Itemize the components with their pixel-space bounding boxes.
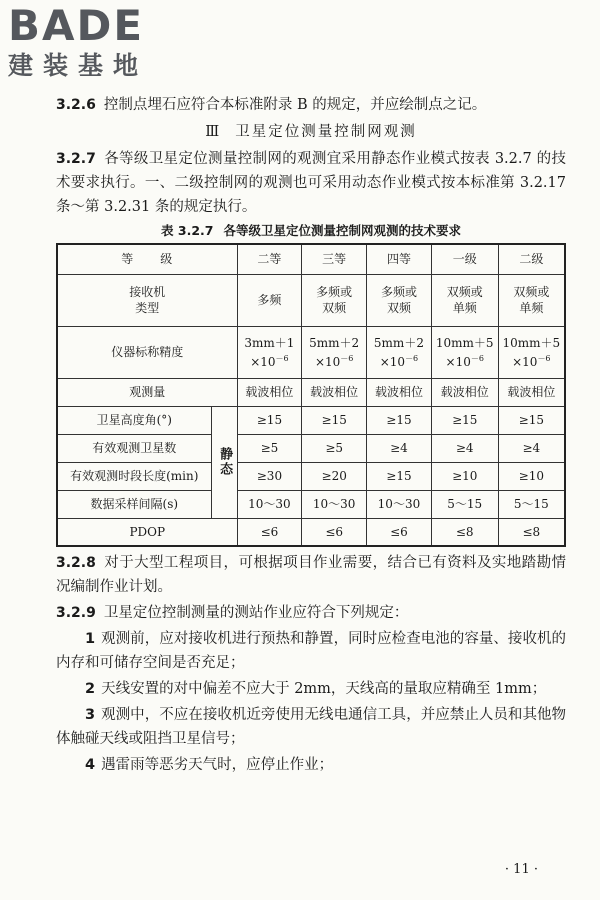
table-row-session-length — [57, 462, 565, 490]
table-cell: ≥15 — [367, 462, 432, 490]
section-title-text: 卫星定位测量控制网观测 — [235, 124, 417, 140]
table-cell: ≥15 — [237, 406, 302, 434]
table-cell: ≤6 — [237, 518, 302, 546]
table-cell: ≥20 — [302, 462, 367, 490]
table-cell — [302, 274, 367, 326]
row-label: 观测量 — [57, 378, 237, 406]
table-cell: ≤6 — [302, 518, 367, 546]
table-cell — [237, 274, 302, 326]
item-text: 观测中，不应在接收机近旁使用无线电通信工具，并应禁止人员和其他物体触碰天线或阻挡卫星信号； — [56, 707, 566, 747]
table-cell: ≥10 — [431, 462, 498, 490]
brand-logo — [8, 1, 183, 80]
table-cell: 载波相位 — [237, 378, 302, 406]
cell-line: 双频或 — [513, 285, 550, 299]
cell-line: 3mm＋1 — [244, 335, 295, 350]
item-number: 3 — [85, 707, 96, 723]
item-text: 遇雷雨等恶劣天气时，应停止作业； — [101, 757, 334, 773]
list-item — [56, 703, 566, 751]
clause-3-2-7 — [56, 147, 566, 219]
grade-header: 等 级 — [57, 244, 237, 274]
table-title-text: 各等级卫星定位测量控制网观测的技术要求 — [223, 223, 461, 238]
clause-number: 3.2.8 — [56, 555, 96, 571]
table-cell — [237, 326, 302, 378]
cell-text: ×10 — [250, 354, 276, 369]
table-cell: 载波相位 — [431, 378, 498, 406]
cell-line: 单频 — [519, 301, 544, 315]
exponent: －6 — [275, 353, 289, 363]
section-roman-numeral: Ⅲ — [205, 124, 222, 140]
table-cell: 载波相位 — [498, 378, 565, 406]
item-number: 2 — [85, 681, 96, 697]
grade-column-header: 二级 — [498, 244, 565, 274]
table-cell: ≥15 — [302, 406, 367, 434]
item-text: 观测前，应对接收机进行预热和静置，同时应检查电池的容量、接收机的内存和可储存空间是否充足； — [56, 631, 566, 671]
row-label: 有效观测时段长度(min) — [57, 462, 211, 490]
cell-line — [501, 351, 562, 370]
clause-number: 3.2.9 — [56, 605, 96, 621]
clause-text: 控制点埋石应符合本标准附录 B 的规定，并应绘制点之记。 — [103, 97, 487, 113]
cell-text: ×10 — [445, 354, 471, 369]
clause-number: 3.2.6 — [56, 97, 96, 113]
table-cell: ≥10 — [498, 462, 565, 490]
cell-line: 5mm＋2 — [373, 335, 424, 350]
table-cell: ≥15 — [367, 406, 432, 434]
cell-line: 10mm＋5 — [435, 335, 494, 350]
cell-line: 双频 — [322, 301, 347, 315]
clause-3-2-9 — [56, 601, 566, 625]
table-row-satellite-elevation — [57, 406, 565, 434]
row-label-line: 接收机 — [129, 285, 166, 299]
cell-text: ×10 — [512, 354, 538, 369]
table-cell — [302, 326, 367, 378]
cell-line: 双频或 — [446, 285, 483, 299]
clause-text: 对于大型工程项目，可根据项目作业需要，结合已有资料及实地踏勘情况编制作业计划。 — [56, 555, 566, 595]
clause-text: 卫星定位控制测量的测站作业应符合下列规定： — [103, 605, 409, 621]
list-item — [56, 677, 566, 701]
table-cell: 载波相位 — [302, 378, 367, 406]
table-cell — [367, 274, 432, 326]
clause-number: 3.2.7 — [56, 151, 96, 167]
table-cell: ≥30 — [237, 462, 302, 490]
clause-text: 各等级卫星定位测量控制网的观测宜采用静态作业模式按表 3.2.7 的技术要求执行。一、二级控制网的观测也可采用动态作业模式按本标准第 3.2.17 条～第 3.2.31 条的规定执行。 — [56, 151, 566, 215]
grade-column-header: 二等 — [237, 244, 302, 274]
cell-text: ×10 — [314, 354, 341, 369]
cell-line — [369, 351, 429, 370]
table-cell: 10～30 — [237, 490, 302, 518]
exponent: －6 — [405, 353, 419, 363]
table-cell — [431, 274, 498, 326]
list-item — [56, 627, 566, 675]
static-mode-label: 静态 — [211, 406, 237, 518]
row-label: 仪器标称精度 — [57, 326, 237, 378]
table-cell: ≤6 — [367, 518, 432, 546]
grade-column-header: 一级 — [431, 244, 498, 274]
row-label: 卫星高度角(°) — [57, 406, 211, 434]
table-cell: ≥15 — [431, 406, 498, 434]
list-item — [56, 753, 566, 777]
section-heading — [56, 119, 566, 145]
table-cell — [431, 326, 498, 378]
table-cell: 载波相位 — [367, 378, 432, 406]
row-label: 有效观测卫星数 — [57, 434, 211, 462]
cell-line: 双频 — [386, 301, 411, 315]
cell-line: 单频 — [452, 301, 477, 315]
cell-line: 多频或 — [380, 285, 417, 299]
table-cell: ≥4 — [367, 434, 432, 462]
table-cell: 5～15 — [431, 490, 498, 518]
table-row-pdop — [57, 518, 565, 546]
row-label: PDOP — [57, 518, 237, 546]
exponent: －6 — [340, 353, 354, 363]
item-number: 1 — [85, 631, 96, 647]
table-row-receiver-type — [57, 274, 565, 326]
table-number: 表 3.2.7 — [161, 223, 214, 238]
table-cell — [498, 326, 565, 378]
table-cell: ≤8 — [498, 518, 565, 546]
exponent: －6 — [537, 353, 551, 363]
table-row-observable — [57, 378, 565, 406]
table-caption — [56, 223, 566, 239]
table-row-satellite-count — [57, 434, 565, 462]
cell-text: ×10 — [379, 354, 406, 369]
clause-3-2-8 — [56, 551, 566, 599]
cell-line: 5mm＋2 — [309, 335, 360, 350]
grade-column-header: 三等 — [302, 244, 367, 274]
row-label-line: 类型 — [135, 301, 160, 315]
table-row-accuracy — [57, 326, 565, 378]
table-cell: ≥4 — [498, 434, 565, 462]
table-header-row — [57, 244, 565, 274]
cell-line — [434, 351, 496, 370]
clause-3-2-6 — [56, 93, 566, 117]
cell-line: 多频或 — [316, 285, 353, 299]
table-cell — [498, 274, 565, 326]
cell-line: 多频 — [257, 293, 282, 307]
item-text: 天线安置的对中偏差不应大于 2mm，天线高的量取应精确至 1mm； — [101, 681, 547, 697]
row-label: 数据采样间隔(s) — [57, 490, 211, 518]
technical-requirements-table — [56, 243, 566, 547]
table-cell — [367, 326, 432, 378]
exponent: －6 — [470, 353, 484, 363]
table-row-sampling-interval — [57, 490, 565, 518]
page-number: · 11 · — [504, 862, 538, 877]
table-cell: 5～15 — [498, 490, 565, 518]
table-cell: ≥15 — [498, 406, 565, 434]
page-content — [56, 93, 566, 779]
row-label — [57, 274, 237, 326]
table-cell: 10～30 — [302, 490, 367, 518]
table-cell: ≥5 — [237, 434, 302, 462]
cell-line — [240, 351, 300, 370]
logo-wordmark: BADE — [8, 1, 145, 50]
table-cell: ≥5 — [302, 434, 367, 462]
cell-line — [304, 351, 364, 370]
cell-line: 10mm＋5 — [502, 335, 561, 350]
item-number: 4 — [85, 757, 96, 773]
table-cell: ≤8 — [431, 518, 498, 546]
logo-subtitle: 建装基地 — [8, 51, 149, 80]
grade-column-header: 四等 — [367, 244, 432, 274]
table-cell: ≥4 — [431, 434, 498, 462]
table-cell: 10～30 — [367, 490, 432, 518]
